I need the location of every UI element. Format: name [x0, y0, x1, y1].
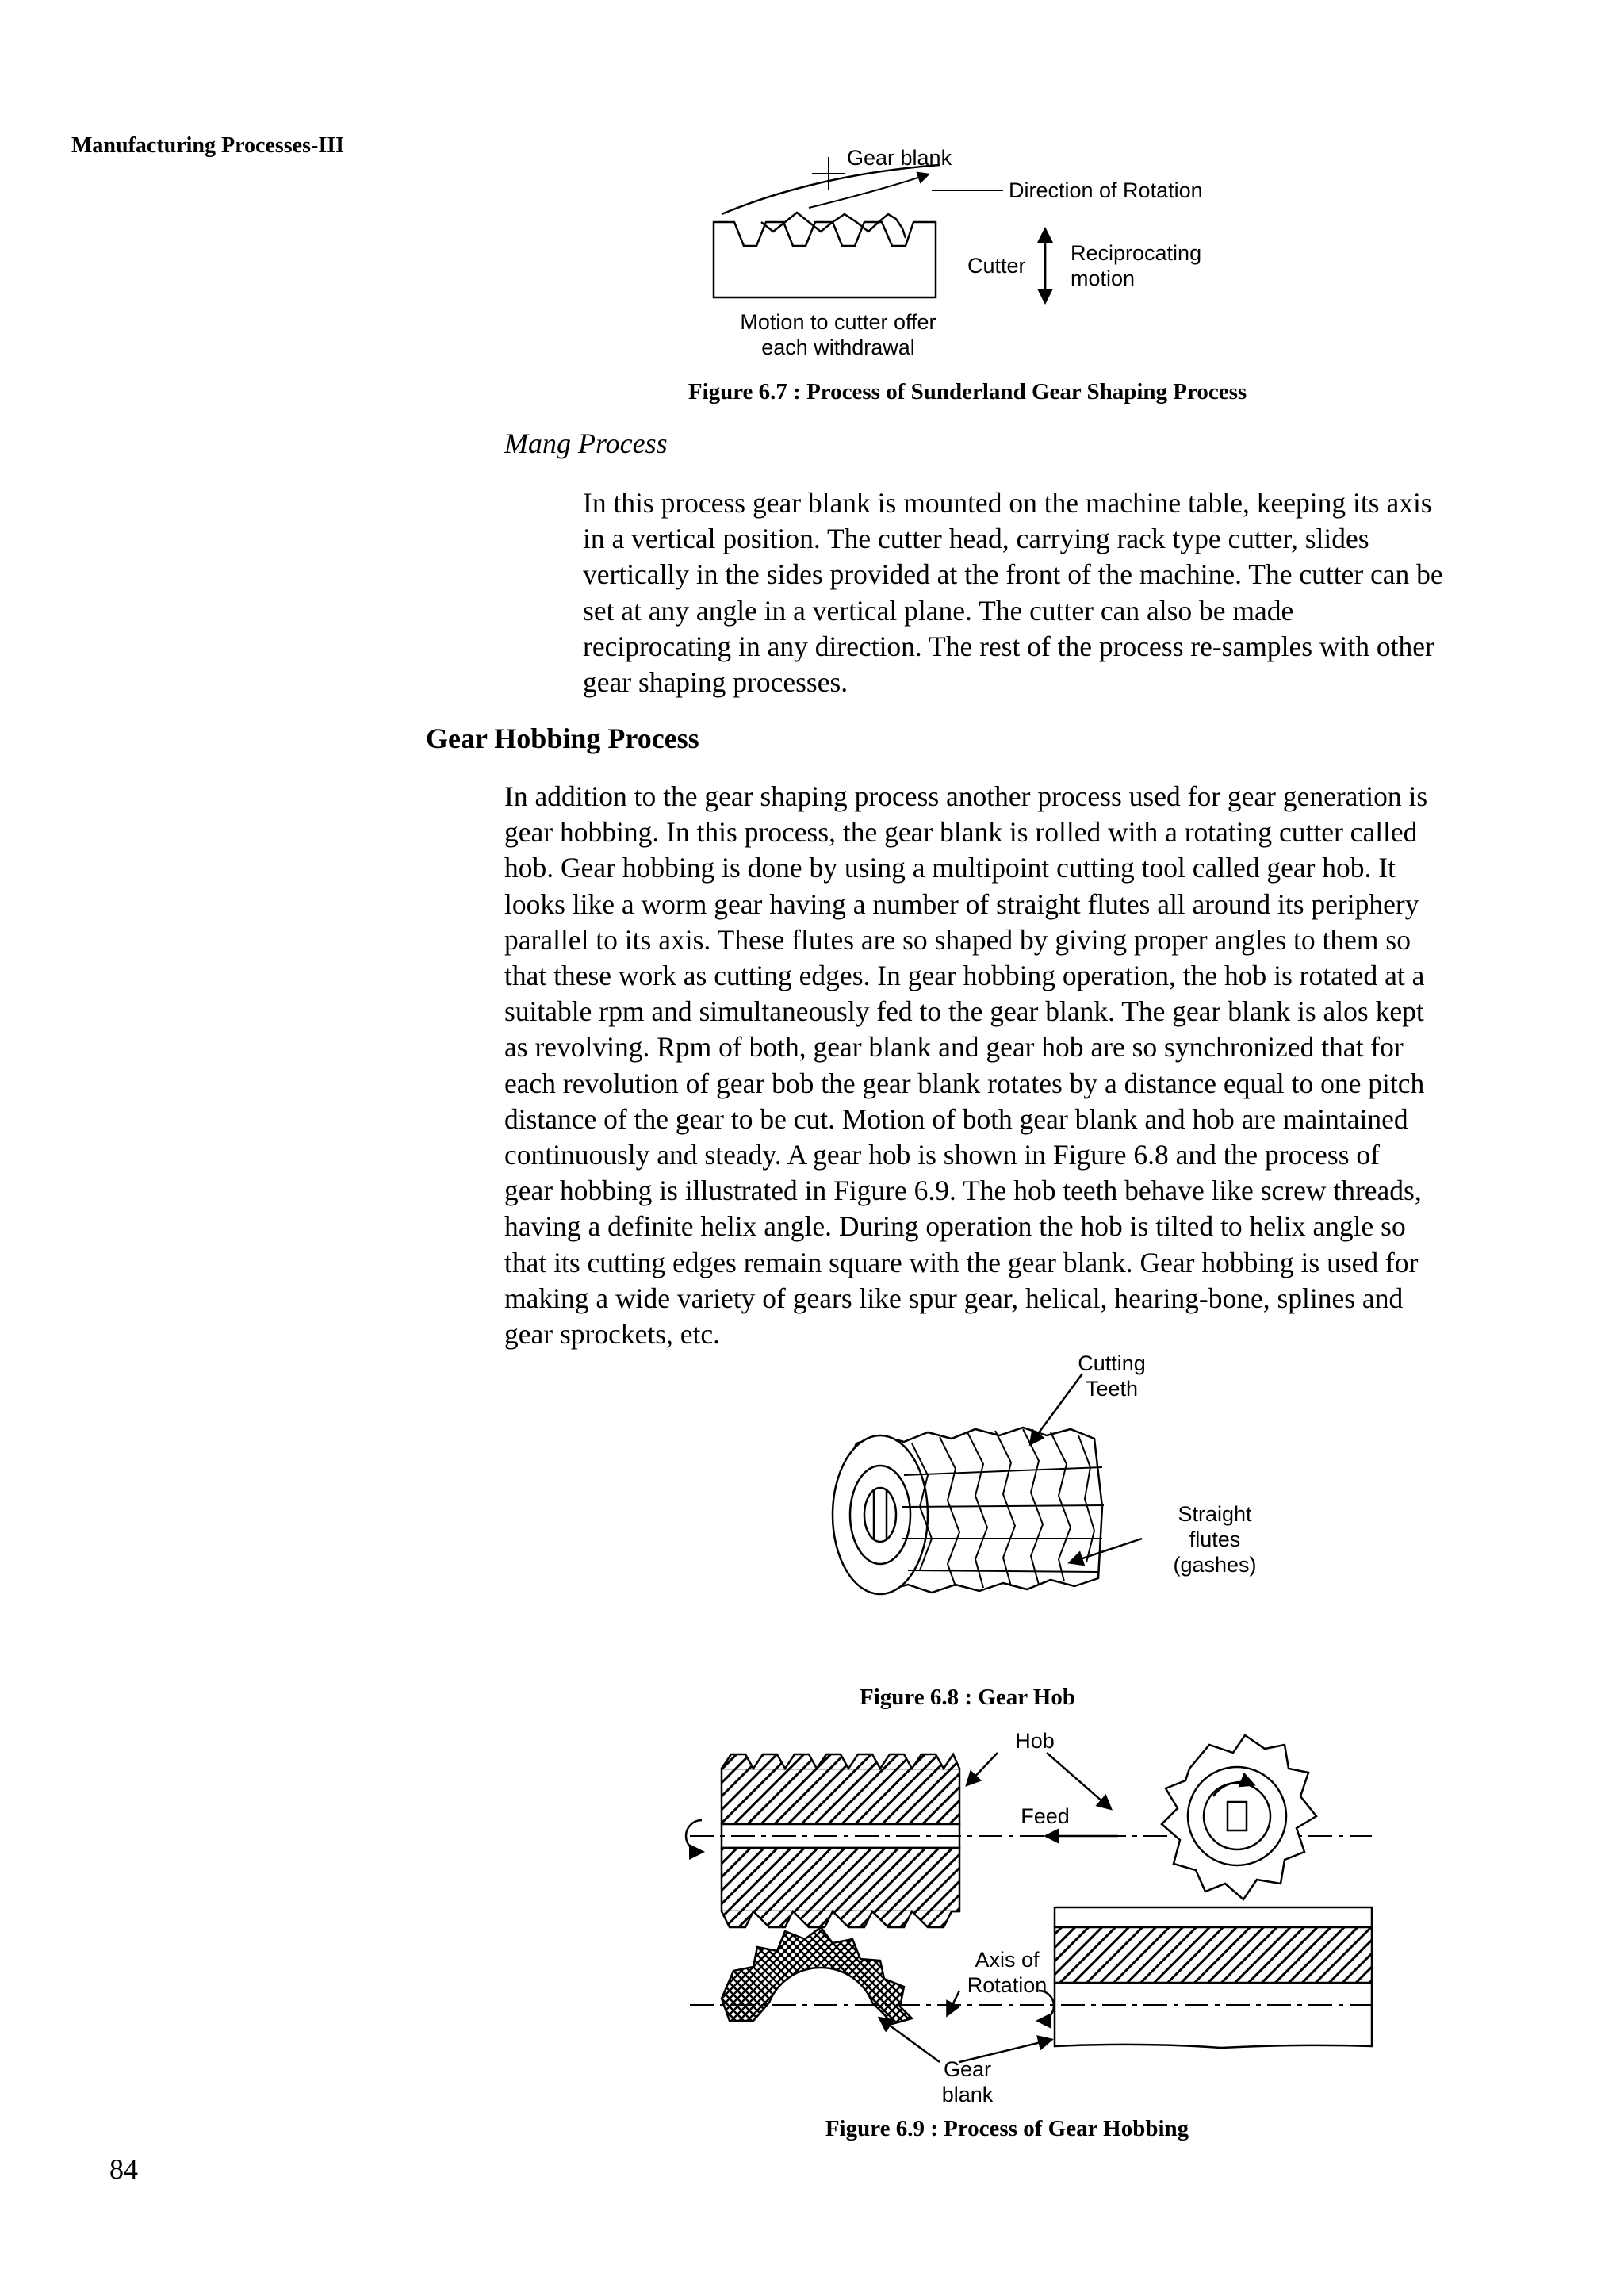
straight-flutes-label-2: flutes — [1189, 1527, 1241, 1551]
figure-6-7-caption: Figure 6.7 : Process of Sunderland Gear Shaping Process — [688, 379, 1247, 404]
gear-hobbing-diagram — [666, 1729, 1380, 2118]
straight-flutes-label-3: (gashes) — [1173, 1553, 1257, 1577]
text-line: that these work as cutting edges. In gear hobbing operation, the hob is rotated at a — [504, 960, 1425, 992]
text-line: suitable rpm and simultaneously fed to the gear blank. The gear blank is alos kept — [504, 995, 1424, 1028]
text-line: vertically in the sides provided at the front of the machine. The cutter can be — [583, 558, 1443, 591]
text-line: continuously and steady. A gear hob is shown in Figure 6.8 and the process of — [504, 1139, 1380, 1171]
text-line: distance of the gear to be cut. Motion of both gear blank and hob are maintained — [504, 1102, 1408, 1135]
feed-label: Feed — [1021, 1804, 1070, 1828]
text-line: In this process gear blank is mounted on the machine table, keeping its axis — [583, 487, 1432, 519]
text-line: In addition to the gear shaping process another process used for gear generation is — [504, 780, 1428, 812]
hob-label: Hob — [1015, 1729, 1055, 1753]
mang-process-paragraph — [583, 485, 1558, 700]
text-line: gear hobbing. In this process, the gear blank is rolled with a rotating cutter called — [504, 816, 1418, 849]
reciprocating-label-2: motion — [1071, 266, 1136, 290]
gear-blank-label-2: blank — [941, 2083, 994, 2106]
gear-hobbing-heading: Gear Hobbing Process — [426, 723, 699, 754]
running-header: Manufacturing Processes-III — [71, 133, 345, 158]
axis-of-rotation-label-1: Axis of — [975, 1948, 1040, 1972]
text-line: making a wide variety of gears like spur gear, helical, hearing-bone, splines and — [504, 1282, 1404, 1314]
figure-6-9 — [666, 1729, 1380, 2118]
text-line: each revolution of gear bob the gear blank rotates by a distance equal to one pitch — [504, 1067, 1425, 1099]
mang-process-heading: Mang Process — [504, 427, 668, 459]
gear-blank-label-1: Gear — [943, 2057, 992, 2081]
figure-6-7 — [698, 143, 1300, 373]
text-line: gear sprockets, etc. — [504, 1318, 721, 1351]
figure-6-9-caption: Figure 6.9 : Process of Gear Hobbing — [825, 2116, 1189, 2141]
reciprocating-label-1: Reciprocating — [1071, 241, 1202, 265]
text-line: reciprocating in any direction. The rest of the process re-samples with other — [583, 630, 1434, 662]
gear-blank-label: Gear blank — [847, 146, 952, 170]
figure-6-8 — [809, 1348, 1300, 1665]
motion-label-2: each withdrawal — [761, 335, 915, 359]
text-line: parallel to its axis. These flutes are so shaped by giving proper angles to them so — [504, 923, 1411, 956]
gear-hobbing-paragraph — [504, 779, 1559, 1352]
cutter-label: Cutter — [967, 254, 1026, 278]
direction-label: Direction of Rotation — [1009, 178, 1203, 202]
figure-6-7-diagram — [698, 143, 1300, 373]
text-line: hob. Gear hobbing is done by using a multipoint cutting tool called gear hob. It — [504, 852, 1396, 884]
text-line: gear hobbing is illustrated in Figure 6.9. The hob teeth behave like screw threads, — [504, 1175, 1422, 1207]
straight-flutes-label-1: Straight — [1178, 1502, 1252, 1526]
motion-label-1: Motion to cutter offer — [740, 310, 936, 334]
figure-6-8-caption: Figure 6.8 : Gear Hob — [860, 1685, 1075, 1710]
gear-hob-diagram — [809, 1348, 1300, 1665]
cutting-teeth-label-2: Teeth — [1085, 1377, 1139, 1401]
text-line: in a vertical position. The cutter head, carrying rack type cutter, slides — [583, 523, 1369, 555]
text-line: having a definite helix angle. During operation the hob is tilted to helix angle so — [504, 1210, 1406, 1243]
axis-of-rotation-label-2: Rotation — [967, 1973, 1048, 1997]
text-line: looks like a worm gear having a number of straight flutes all around its periphery — [504, 887, 1419, 920]
page-number: 84 — [109, 2153, 138, 2185]
text-line: that its cutting edges remain square with the gear blank. Gear hobbing is used for — [504, 1246, 1419, 1278]
text-line: set at any angle in a vertical plane. The cutter can also be made — [583, 594, 1294, 627]
text-line: gear shaping processes. — [583, 666, 848, 699]
text-line: as revolving. Rpm of both, gear blank and gear hob are so synchronized that for — [504, 1031, 1404, 1064]
cutting-teeth-label-1: Cutting — [1078, 1351, 1146, 1375]
